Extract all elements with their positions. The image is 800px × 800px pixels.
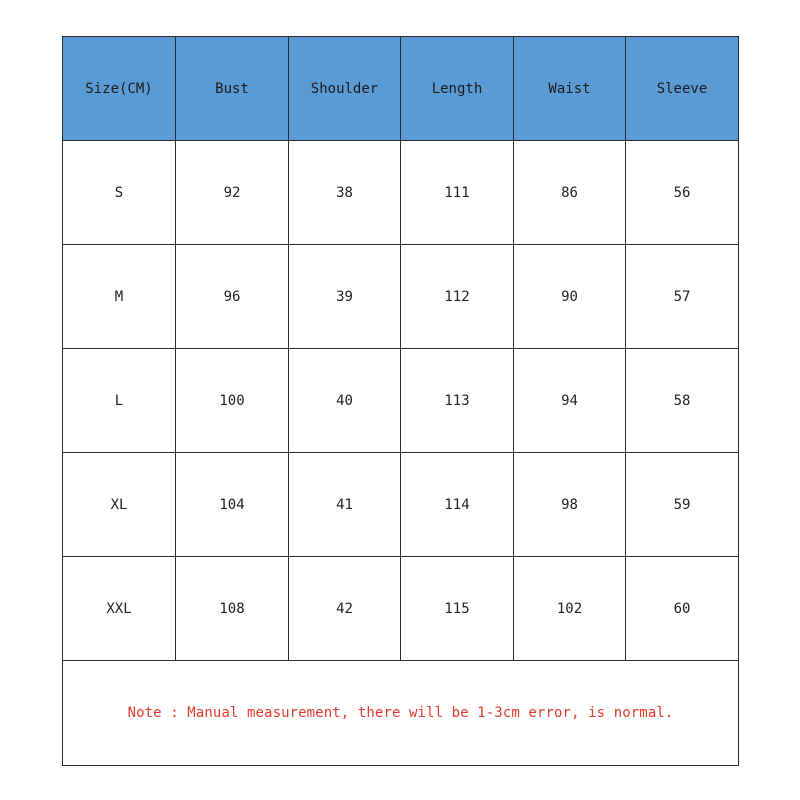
table-cell: 94 (514, 349, 626, 453)
header-cell-sleeve: Sleeve (626, 37, 739, 141)
table-row (63, 141, 739, 245)
table-cell: 56 (626, 141, 739, 245)
table-cell: 108 (176, 557, 289, 661)
table-cell: 59 (626, 453, 739, 557)
table-cell: 104 (176, 453, 289, 557)
header-cell-size: Size(CM) (63, 37, 176, 141)
table-cell: 114 (401, 453, 514, 557)
table-cell: 90 (514, 245, 626, 349)
table-cell: M (63, 245, 176, 349)
header-cell-shoulder: Shoulder (289, 37, 401, 141)
table-cell: 92 (176, 141, 289, 245)
table-cell: 39 (289, 245, 401, 349)
table-cell: 40 (289, 349, 401, 453)
table-cell: 115 (401, 557, 514, 661)
note-row (63, 661, 739, 766)
table-cell: XL (63, 453, 176, 557)
table-cell: 100 (176, 349, 289, 453)
table-cell: 102 (514, 557, 626, 661)
measurement-note: Note : Manual measurement, there will be 1-3cm error, is normal. (63, 661, 739, 766)
table-row (63, 453, 739, 557)
table-row (63, 557, 739, 661)
header-cell-length: Length (401, 37, 514, 141)
table-cell: 96 (176, 245, 289, 349)
table-cell: 58 (626, 349, 739, 453)
table-cell: 111 (401, 141, 514, 245)
header-cell-waist: Waist (514, 37, 626, 141)
table-cell: 86 (514, 141, 626, 245)
table-cell: 41 (289, 453, 401, 557)
table-row (63, 349, 739, 453)
table-cell: 60 (626, 557, 739, 661)
table-cell: 42 (289, 557, 401, 661)
table-cell: 112 (401, 245, 514, 349)
table-cell: XXL (63, 557, 176, 661)
size-table (62, 36, 739, 766)
header-row (63, 37, 739, 141)
table-cell: S (63, 141, 176, 245)
header-cell-bust: Bust (176, 37, 289, 141)
table-cell: 113 (401, 349, 514, 453)
table-cell: 98 (514, 453, 626, 557)
table-row (63, 245, 739, 349)
table-cell: L (63, 349, 176, 453)
table-cell: 57 (626, 245, 739, 349)
table-cell: 38 (289, 141, 401, 245)
size-chart (62, 36, 738, 766)
